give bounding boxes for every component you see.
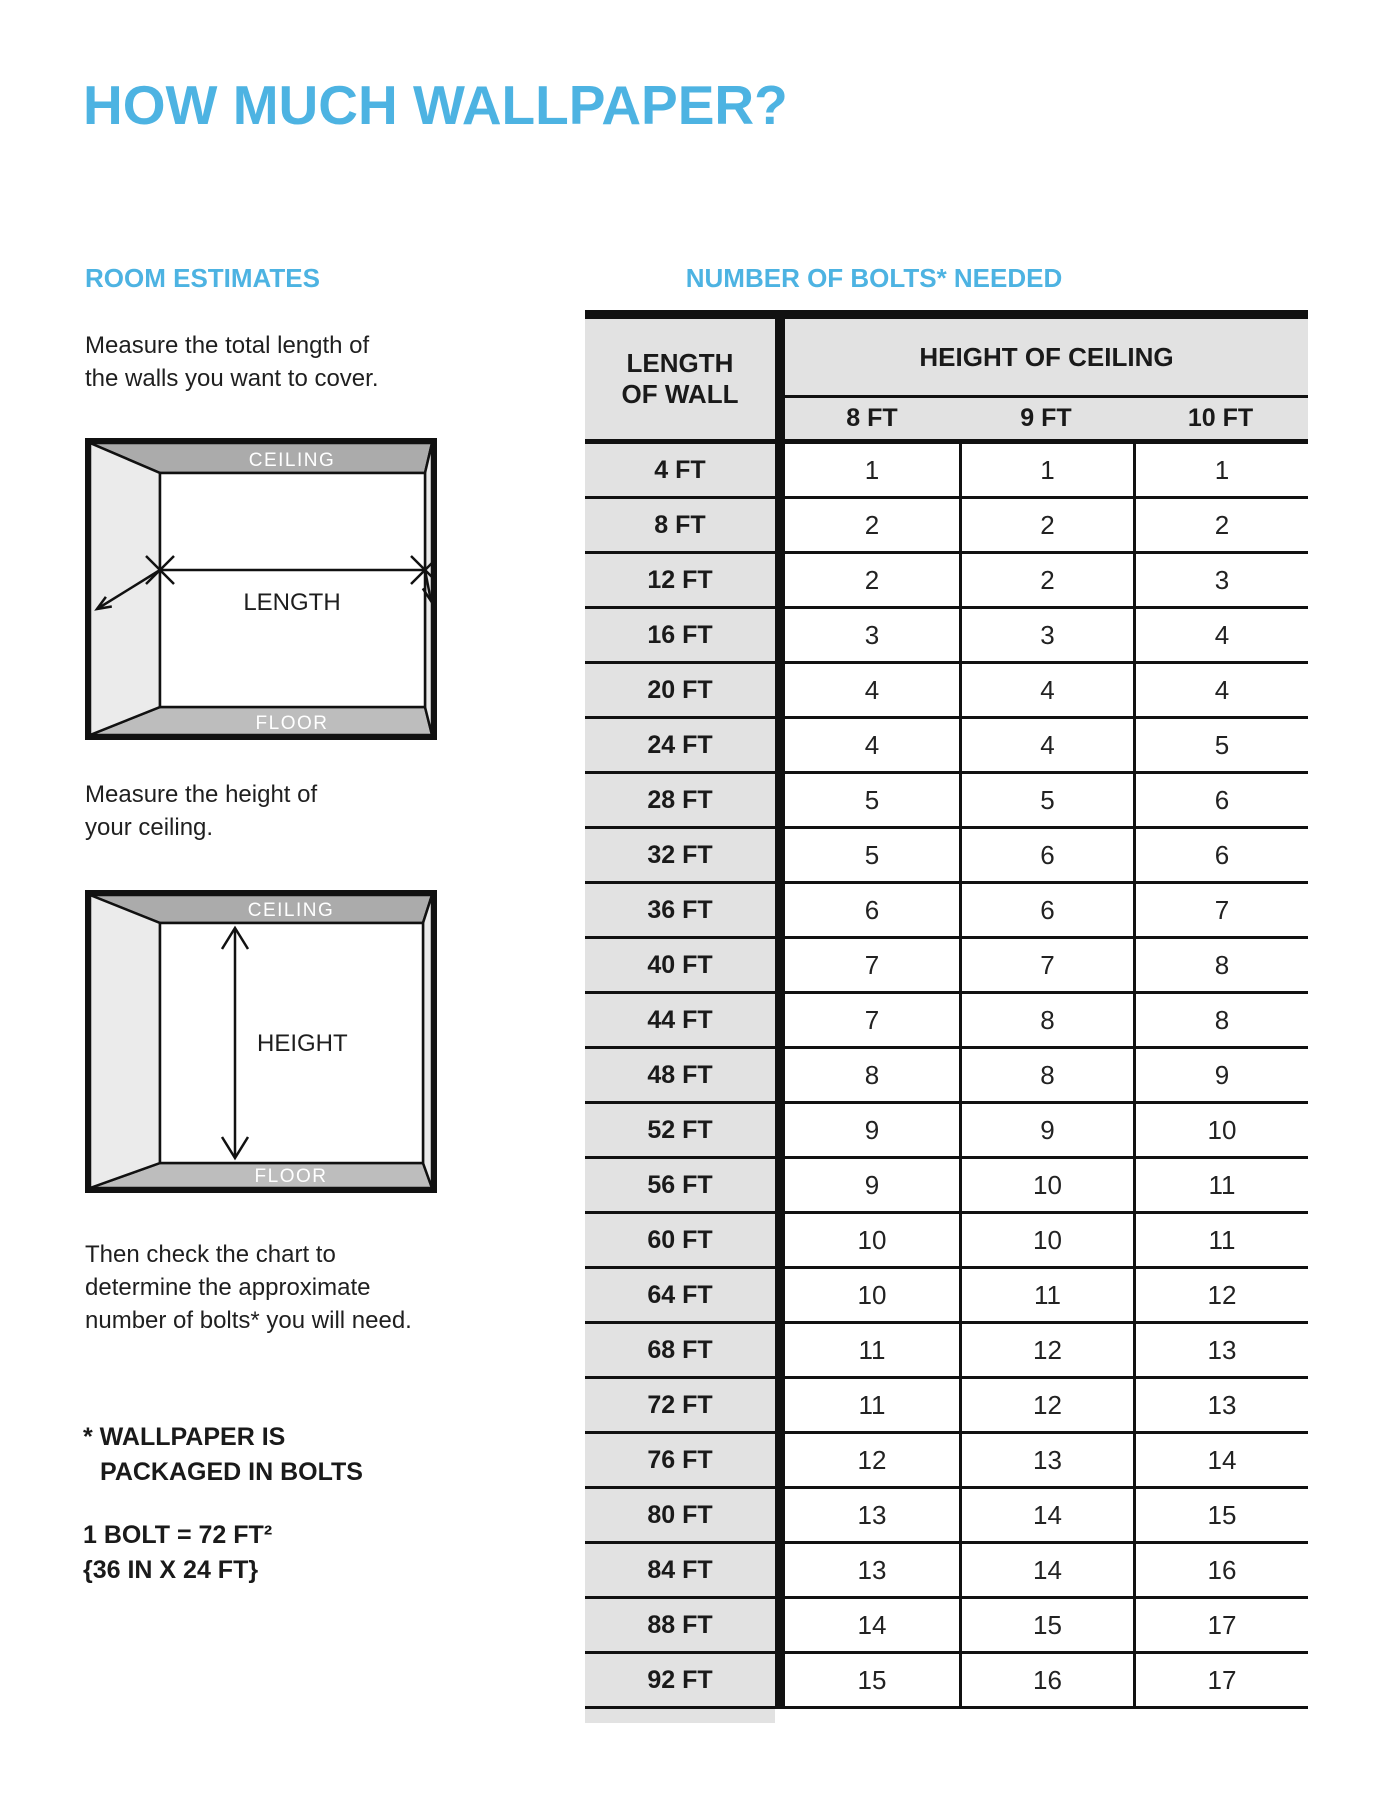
wall-length-cell: 12 FT: [585, 554, 775, 606]
table-row: [585, 1489, 1308, 1544]
measure-length-line1: Measure the total length of: [85, 332, 370, 359]
table-row: [585, 719, 1308, 774]
bolt-count-cell: 9: [785, 1104, 959, 1156]
table-vertical-divider: [775, 1214, 785, 1266]
measure-length-line2: the walls you want to cover.: [85, 365, 379, 392]
bolt-count-cell: 1: [959, 444, 1133, 496]
wall-length-cell: 80 FT: [585, 1489, 775, 1541]
bolt-count-cell: 3: [785, 609, 959, 661]
table-vertical-divider: [775, 609, 785, 661]
bolt-count-cell: 6: [1133, 829, 1308, 881]
row-header-line2: OF WALL: [621, 379, 739, 409]
table-vertical-divider: [775, 1599, 785, 1651]
bolt-count-cell: 4: [1133, 609, 1308, 661]
bolt-count-cell: 5: [959, 774, 1133, 826]
table-row: [585, 444, 1308, 499]
measure-height-line1: Measure the height of: [85, 781, 318, 808]
bolt-count-cell: 11: [1133, 1159, 1308, 1211]
right-wall-surface: [423, 895, 432, 1188]
table-row: [585, 939, 1308, 994]
bolt-count-cell: 4: [785, 719, 959, 771]
table-row: [585, 1214, 1308, 1269]
row-header-line1: LENGTH: [626, 348, 734, 378]
bolt-count-cell: 13: [785, 1544, 959, 1596]
bolt-count-cell: 9: [785, 1159, 959, 1211]
table-row: [585, 774, 1308, 829]
table-row: [585, 609, 1308, 664]
bolt-count-cell: 8: [1133, 994, 1308, 1046]
table-vertical-divider: [775, 829, 785, 881]
bolt-count-cell: 14: [1133, 1434, 1308, 1486]
bolt-count-cell: 2: [959, 554, 1133, 606]
bolt-size-line1: 1 BOLT = 72 FT²: [83, 1521, 273, 1549]
height-label: HEIGHT: [257, 1030, 348, 1057]
wall-length-cell: 16 FT: [585, 609, 775, 661]
bolts-table: [585, 310, 1308, 1723]
wall-length-cell: 48 FT: [585, 1049, 775, 1101]
table-vertical-divider: [775, 774, 785, 826]
bolt-count-cell: 15: [959, 1599, 1133, 1651]
wall-length-cell: 60 FT: [585, 1214, 775, 1266]
table-vertical-divider: [775, 884, 785, 936]
room-estimates-heading: ROOM ESTIMATES: [85, 263, 320, 293]
bolt-count-cell: 13: [785, 1489, 959, 1541]
bolt-count-cell: 13: [959, 1434, 1133, 1486]
wall-length-cell: 32 FT: [585, 829, 775, 881]
bolt-count-cell: 10: [1133, 1104, 1308, 1156]
bolt-size-info: [83, 1518, 272, 1588]
table-vertical-divider: [775, 444, 785, 496]
column-header-10ft: 10 FT: [1187, 404, 1254, 432]
wall-length-cell: 36 FT: [585, 884, 775, 936]
check-chart-line3: number of bolts* you will need.: [85, 1307, 412, 1334]
table-header: [585, 319, 1308, 439]
bolt-count-cell: 8: [959, 1049, 1133, 1101]
bolt-count-cell: 15: [1133, 1489, 1308, 1541]
table-vertical-divider: [775, 719, 785, 771]
room-height-diagram: [85, 890, 437, 1193]
bolts-footnote: [83, 1420, 363, 1490]
ceiling-label: CEILING: [248, 450, 336, 471]
table-vertical-divider: [775, 1269, 785, 1321]
bolt-size-line2: {36 IN X 24 FT}: [83, 1556, 259, 1584]
bolt-count-cell: 10: [785, 1269, 959, 1321]
bolt-count-cell: 4: [785, 664, 959, 716]
table-footer-stub: [585, 1709, 775, 1723]
bolt-count-cell: 9: [1133, 1049, 1308, 1101]
wall-length-cell: 56 FT: [585, 1159, 775, 1211]
bolt-count-cell: 12: [959, 1379, 1133, 1431]
table-vertical-divider: [775, 1489, 785, 1541]
table-rows: [585, 444, 1308, 1709]
bolt-count-cell: 17: [1133, 1654, 1308, 1706]
column-headers-row: [785, 398, 1308, 439]
column-header-8ft: 8 FT: [846, 404, 898, 432]
bolt-count-cell: 8: [959, 994, 1133, 1046]
table-vertical-divider: [775, 1544, 785, 1596]
wall-length-cell: 4 FT: [585, 444, 775, 496]
bolt-count-cell: 2: [785, 554, 959, 606]
bolt-count-cell: 14: [785, 1599, 959, 1651]
check-chart-line2: determine the approximate: [85, 1274, 371, 1301]
wall-length-cell: 24 FT: [585, 719, 775, 771]
bolt-count-cell: 10: [785, 1214, 959, 1266]
measure-length-text: [85, 329, 378, 395]
floor-label: FLOOR: [255, 713, 329, 734]
bolt-count-cell: 1: [785, 444, 959, 496]
bolt-count-cell: 10: [959, 1214, 1133, 1266]
bolt-count-cell: 2: [785, 499, 959, 551]
table-vertical-divider: [775, 1104, 785, 1156]
bolt-count-cell: 4: [959, 719, 1133, 771]
bolt-count-cell: 7: [1133, 884, 1308, 936]
bolts-footnote-line1: * WALLPAPER IS: [83, 1423, 286, 1451]
bolt-count-cell: 6: [959, 829, 1133, 881]
table-row: [585, 1544, 1308, 1599]
bolt-count-cell: 9: [959, 1104, 1133, 1156]
table-vertical-divider: [775, 1434, 785, 1486]
bolts-needed-heading: NUMBER OF BOLTS* NEEDED: [685, 263, 1063, 293]
table-row: [585, 829, 1308, 884]
wall-length-cell: 28 FT: [585, 774, 775, 826]
bolt-count-cell: 4: [1133, 664, 1308, 716]
bolt-count-cell: 6: [1133, 774, 1308, 826]
table-vertical-divider: [775, 664, 785, 716]
table-vertical-divider: [775, 1049, 785, 1101]
bolt-count-cell: 2: [1133, 499, 1308, 551]
bolt-count-cell: 5: [785, 774, 959, 826]
bolt-count-cell: 4: [959, 664, 1133, 716]
height-of-ceiling-header: HEIGHT OF CEILING: [785, 319, 1308, 395]
table-row: [585, 1434, 1308, 1489]
ceiling-label: CEILING: [247, 900, 335, 921]
bolt-count-cell: 14: [959, 1544, 1133, 1596]
bolt-count-cell: 7: [959, 939, 1133, 991]
wall-length-cell: 8 FT: [585, 499, 775, 551]
bolt-count-cell: 13: [1133, 1379, 1308, 1431]
bolt-count-cell: 7: [785, 994, 959, 1046]
wall-length-cell: 20 FT: [585, 664, 775, 716]
measure-height-line2: your ceiling.: [85, 814, 214, 841]
bolt-count-cell: 12: [785, 1434, 959, 1486]
bolt-count-cell: 8: [1133, 939, 1308, 991]
bolt-count-cell: 5: [785, 829, 959, 881]
floor-label: FLOOR: [254, 1166, 328, 1187]
page-title: HOW MUCH WALLPAPER?: [83, 74, 788, 136]
table-vertical-divider: [775, 319, 785, 439]
bolt-count-cell: 2: [959, 499, 1133, 551]
table-vertical-divider: [775, 1654, 785, 1706]
table-row: [585, 1379, 1308, 1434]
bolt-count-cell: 11: [1133, 1214, 1308, 1266]
left-wall-surface: [90, 443, 160, 735]
table-row: [585, 1269, 1308, 1324]
length-label: LENGTH: [243, 589, 341, 616]
room-length-diagram: [85, 438, 437, 740]
table-row: [585, 1049, 1308, 1104]
bolt-count-cell: 3: [959, 609, 1133, 661]
table-row: [585, 884, 1308, 939]
bolt-count-cell: 14: [959, 1489, 1133, 1541]
wall-length-cell: 88 FT: [585, 1599, 775, 1651]
table-row: [585, 664, 1308, 719]
wall-length-cell: 68 FT: [585, 1324, 775, 1376]
wall-length-cell: 44 FT: [585, 994, 775, 1046]
bolt-count-cell: 7: [785, 939, 959, 991]
wall-length-cell: 84 FT: [585, 1544, 775, 1596]
wall-length-cell: 72 FT: [585, 1379, 775, 1431]
column-header-group: [785, 319, 1308, 439]
table-vertical-divider: [775, 994, 785, 1046]
table-row: [585, 1654, 1308, 1709]
table-row: [585, 1104, 1308, 1159]
table-row: [585, 1159, 1308, 1214]
table-vertical-divider: [775, 939, 785, 991]
left-wall-surface: [90, 895, 160, 1188]
wall-length-cell: 40 FT: [585, 939, 775, 991]
table-vertical-divider: [775, 1159, 785, 1211]
table-row: [585, 994, 1308, 1049]
table-vertical-divider: [775, 554, 785, 606]
bolt-count-cell: 13: [1133, 1324, 1308, 1376]
measure-height-text: [85, 778, 317, 844]
wall-length-cell: 92 FT: [585, 1654, 775, 1706]
bolt-count-cell: 8: [785, 1049, 959, 1101]
table-row: [585, 499, 1308, 554]
table-vertical-divider: [775, 1379, 785, 1431]
bolt-count-cell: 11: [959, 1269, 1133, 1321]
table-top-border: [585, 310, 1308, 319]
wall-length-cell: 52 FT: [585, 1104, 775, 1156]
bolt-count-cell: 12: [959, 1324, 1133, 1376]
bolt-count-cell: 11: [785, 1324, 959, 1376]
table-row: [585, 554, 1308, 609]
bolt-count-cell: 12: [1133, 1269, 1308, 1321]
bolt-count-cell: 10: [959, 1159, 1133, 1211]
column-header-9ft: 9 FT: [1020, 404, 1072, 432]
table-row: [585, 1599, 1308, 1654]
wall-length-cell: 64 FT: [585, 1269, 775, 1321]
bolt-count-cell: 1: [1133, 444, 1308, 496]
table-vertical-divider: [775, 1324, 785, 1376]
wall-length-cell: 76 FT: [585, 1434, 775, 1486]
bolt-count-cell: 3: [1133, 554, 1308, 606]
bolt-count-cell: 16: [1133, 1544, 1308, 1596]
bolt-count-cell: 6: [959, 884, 1133, 936]
bolt-count-cell: 11: [785, 1379, 959, 1431]
bolts-footnote-line2: PACKAGED IN BOLTS: [100, 1458, 363, 1486]
check-chart-line1: Then check the chart to: [85, 1241, 336, 1268]
table-row: [585, 1324, 1308, 1379]
bolt-count-cell: 15: [785, 1654, 959, 1706]
table-vertical-divider: [775, 499, 785, 551]
bolt-count-cell: 16: [959, 1654, 1133, 1706]
check-chart-text: [85, 1238, 412, 1337]
bolt-count-cell: 6: [785, 884, 959, 936]
bolt-count-cell: 5: [1133, 719, 1308, 771]
row-header-cell: [585, 319, 775, 439]
bolt-count-cell: 17: [1133, 1599, 1308, 1651]
